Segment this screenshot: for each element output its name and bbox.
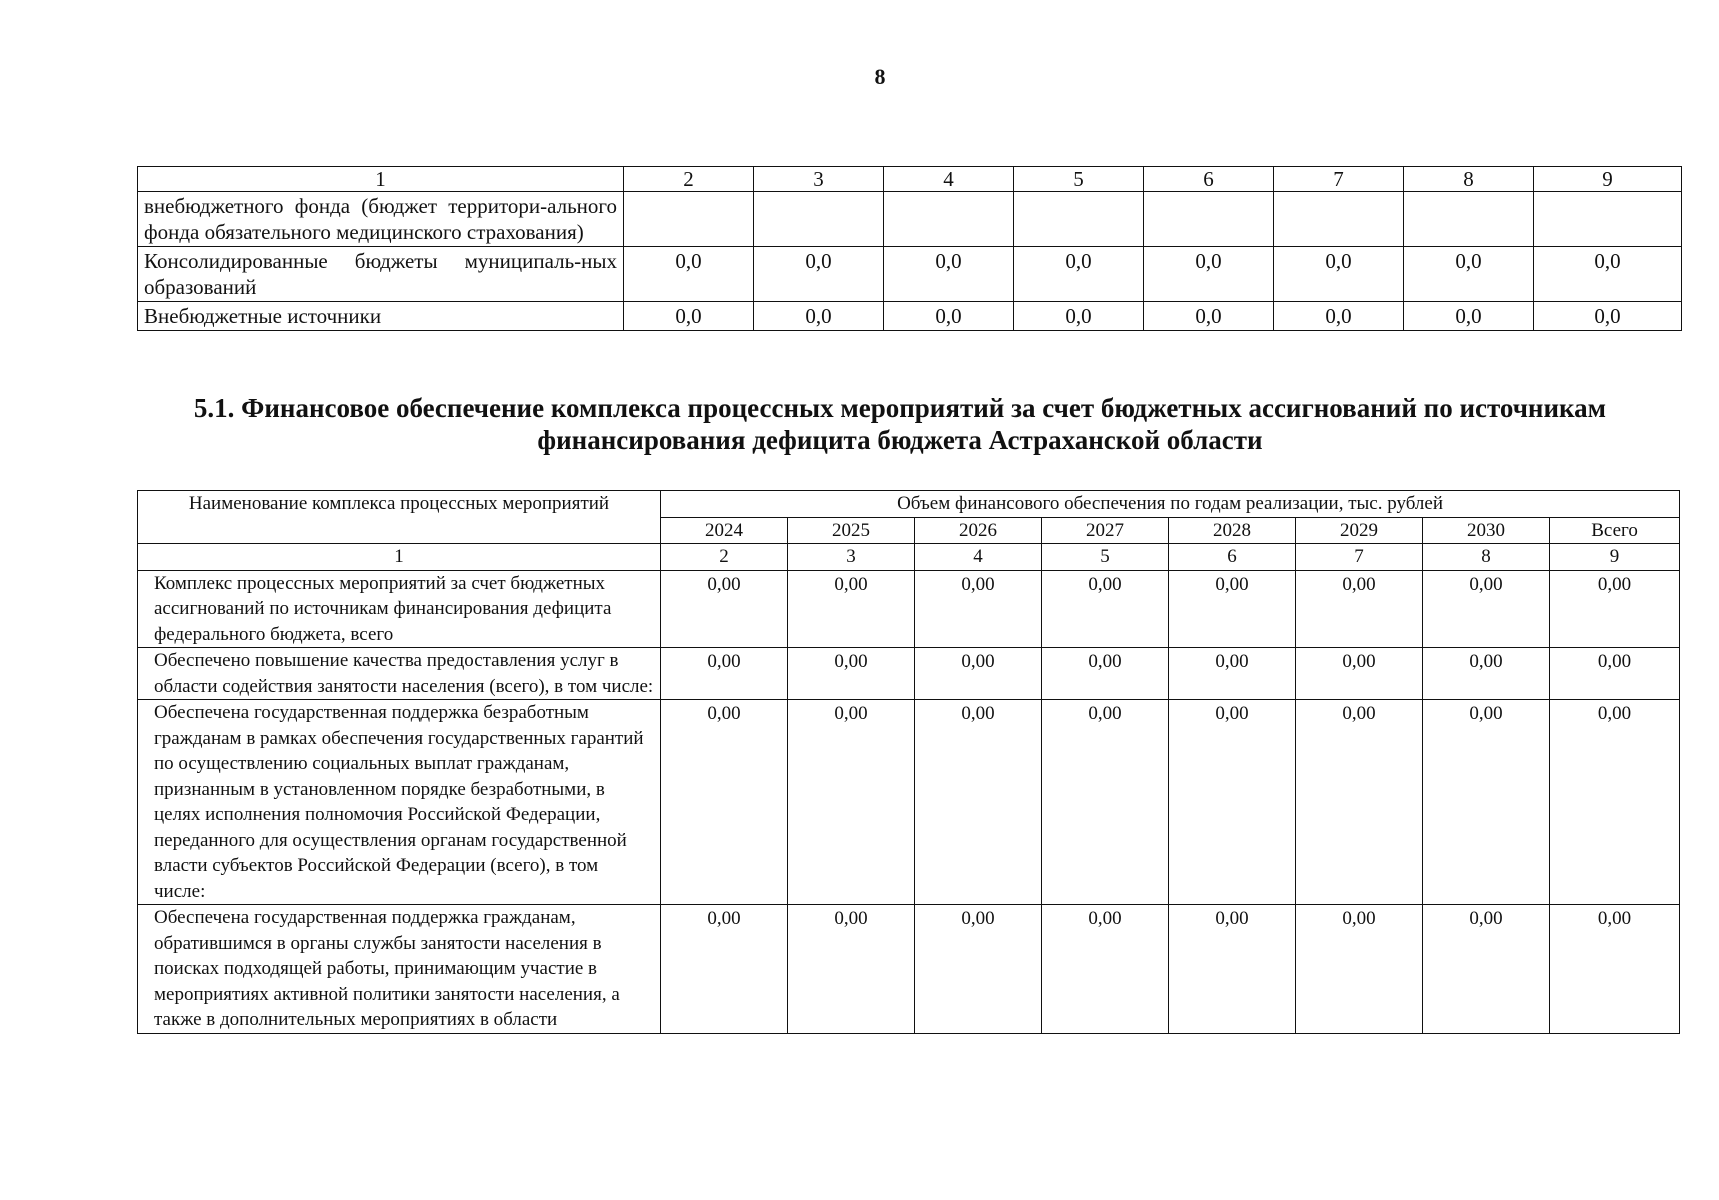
total-header: Всего [1550,517,1680,544]
cell-value: 0,00 [1042,570,1169,648]
cell-value: 0,0 [1534,247,1682,302]
cell-value [754,192,884,247]
cell-value: 0,0 [624,247,754,302]
cell-value: 0,00 [1042,700,1169,905]
column-number: 6 [1144,167,1274,192]
column-number-row [138,167,1682,192]
year-header: 2030 [1423,517,1550,544]
cell-value: 0,00 [1296,648,1423,700]
column-number: 1 [138,167,624,192]
continuation-table [137,166,1682,331]
cell-value: 0,0 [884,247,1014,302]
section-title-line: 5.1. Финансовое обеспечение комплекса процессных мероприятий за счет бюджетных ассигнований по источникам [193,393,1607,423]
cell-value: 0,0 [884,302,1014,331]
financing-table [137,490,1680,1034]
column-number: 5 [1014,167,1144,192]
cell-value [1014,192,1144,247]
cell-value: 0,0 [1014,247,1144,302]
header-row [138,491,1680,518]
cell-value: 0,0 [1404,247,1534,302]
column-number: 4 [884,167,1014,192]
row-name: Обеспечена государственная поддержка гражданам, обратившимся в органы службы занятости населения в поисках подходящей работы, принимающим участие в мероприятиях активной политики занятости населения, а также в дополнительных мероприятиях в области [138,905,661,1034]
cell-value [884,192,1014,247]
cell-value: 0,00 [788,905,915,1034]
cell-value: 0,00 [1296,700,1423,905]
cell-value: 0,00 [915,570,1042,648]
column-number: 5 [1042,544,1169,571]
section-title [120,392,1680,456]
cell-value: 0,00 [1550,648,1680,700]
cell-value: 0,00 [661,570,788,648]
column-number: 7 [1274,167,1404,192]
cell-value: 0,00 [788,570,915,648]
name-header: Наименование комплекса процессных мероприятий [138,491,661,544]
cell-value: 0,0 [1014,302,1144,331]
cell-value: 0,00 [1550,700,1680,905]
column-number: 2 [624,167,754,192]
cell-value: 0,00 [1169,905,1296,1034]
cell-value: 0,00 [1296,905,1423,1034]
cell-value: 0,0 [1144,302,1274,331]
year-header: 2028 [1169,517,1296,544]
cell-value [1404,192,1534,247]
table-row [138,192,1682,247]
year-header: 2026 [915,517,1042,544]
column-number: 1 [138,544,661,571]
cell-value: 0,00 [915,905,1042,1034]
cell-value: 0,00 [661,905,788,1034]
column-number: 4 [915,544,1042,571]
year-header: 2027 [1042,517,1169,544]
cell-value: 0,0 [1274,247,1404,302]
year-header: 2025 [788,517,915,544]
row-name: Обеспечено повышение качества предоставления услуг в области содействия занятости населения (всего), в том числе: [138,648,661,700]
column-number: 6 [1169,544,1296,571]
column-number: 3 [754,167,884,192]
cell-value: 0,00 [1042,905,1169,1034]
column-number: 2 [661,544,788,571]
column-number-row [138,544,1680,571]
cell-value: 0,00 [1296,570,1423,648]
cell-value [1274,192,1404,247]
cell-value: 0,00 [1423,905,1550,1034]
cell-value: 0,0 [1144,247,1274,302]
cell-value: 0,0 [624,302,754,331]
cell-value [624,192,754,247]
cell-value: 0,00 [788,700,915,905]
column-number: 8 [1404,167,1534,192]
cell-value: 0,00 [1042,648,1169,700]
year-header: 2029 [1296,517,1423,544]
cell-value: 0,00 [1169,570,1296,648]
volume-header: Объем финансового обеспечения по годам реализации, тыс. рублей [661,491,1680,518]
year-header: 2024 [661,517,788,544]
column-number: 9 [1534,167,1682,192]
cell-value: 0,0 [1274,302,1404,331]
row-name: Консолидированные бюджеты муниципаль-ных образований [138,247,624,302]
cell-value: 0,00 [1550,570,1680,648]
column-number: 8 [1423,544,1550,571]
cell-value: 0,00 [1169,700,1296,905]
cell-value: 0,00 [915,648,1042,700]
row-name: Комплекс процессных мероприятий за счет бюджетных ассигнований по источникам финансирования дефицита федерального бюджета, всего [138,570,661,648]
cell-value: 0,0 [754,247,884,302]
table-row [138,648,1680,700]
cell-value: 0,00 [915,700,1042,905]
cell-value: 0,00 [1550,905,1680,1034]
cell-value: 0,00 [1423,648,1550,700]
cell-value: 0,0 [1534,302,1682,331]
table-row [138,570,1680,648]
section-title-line: финансирования дефицита бюджета Астраханской области [537,425,1263,455]
row-name: Внебюджетные источники [138,302,624,331]
column-number: 9 [1550,544,1680,571]
cell-value: 0,0 [754,302,884,331]
cell-value: 0,00 [788,648,915,700]
column-number: 3 [788,544,915,571]
table-row [138,905,1680,1034]
column-number: 7 [1296,544,1423,571]
table-row [138,302,1682,331]
cell-value: 0,00 [1169,648,1296,700]
row-name: внебюджетного фонда (бюджет территори-ального фонда обязательного медицинского страхования) [138,192,624,247]
cell-value: 0,00 [661,700,788,905]
cell-value: 0,00 [661,648,788,700]
page-number: 8 [874,64,886,89]
table-row [138,247,1682,302]
cell-value: 0,0 [1404,302,1534,331]
cell-value [1534,192,1682,247]
table-row [138,700,1680,905]
cell-value: 0,00 [1423,570,1550,648]
row-name: Обеспечена государственная поддержка безработным гражданам в рамках обеспечения государственных гарантий по осуществлению социальных выплат гражданам, признанным в установленном порядке безработными, в целях исполнения полномочия Российской Федерации, переданного для осуществления органам государственной власти субъектов Российской Федерации (всего), в том числе: [138,700,661,905]
cell-value: 0,00 [1423,700,1550,905]
cell-value [1144,192,1274,247]
